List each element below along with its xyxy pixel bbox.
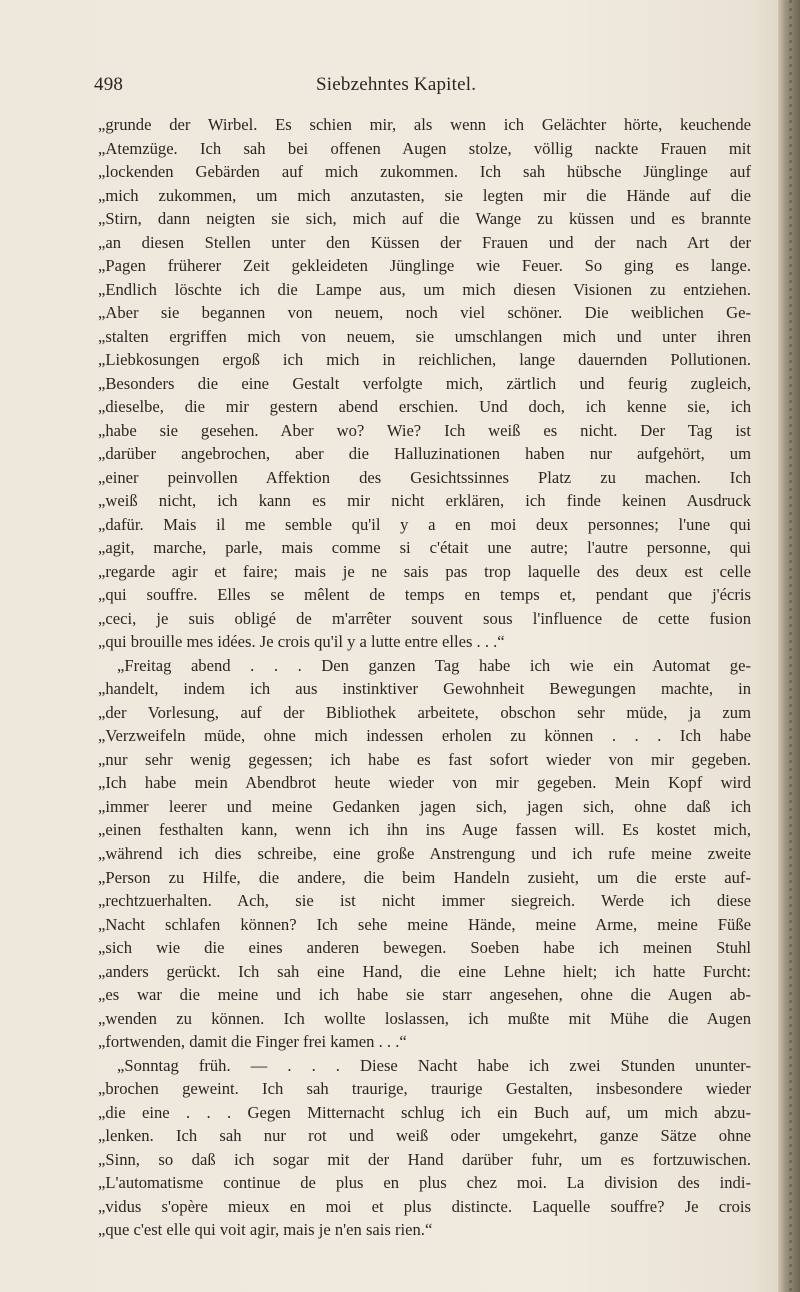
- text-line: „Liebkosungen ergoß ich mich in reichlichen, lange dauernden Pollutionen.: [98, 350, 751, 370]
- text-line: „qui brouille mes idées. Je crois qu'il y a lutte entre elles . . .“: [98, 632, 505, 652]
- text-line: „brochen geweint. Ich sah traurige, traurige Gestalten, insbesondere wieder: [98, 1079, 751, 1099]
- text-line: „Verzweifeln müde, ohne mich indessen erholen zu können . . . Ich habe: [98, 726, 751, 746]
- text-line: „Sinn, so daß ich sogar mit der Hand darüber fuhr, um es fortzuwischen.: [98, 1149, 751, 1169]
- text-line: „während ich dies schreibe, eine große Anstrengung und ich rufe meine zweite: [98, 843, 751, 863]
- text-line: „weiß nicht, ich kann es mir nicht erklären, ich finde keinen Ausdruck: [98, 491, 751, 511]
- text-line: „lenken. Ich sah nur rot und weiß oder umgekehrt, ganze Sätze ohne: [98, 1126, 751, 1146]
- text-line: „Pagen früherer Zeit gekleideten Jünglinge wie Feuer. So ging es lange.: [98, 256, 751, 276]
- text-line: „fortwenden, damit die Finger frei kamen . . .“: [98, 1032, 407, 1052]
- text-line: „agit, marche, parle, mais comme si c'était une autre; l'autre personne, qui: [98, 538, 751, 558]
- text-line: „mich zukommen, um mich anzutasten, sie legten mir die Hände auf die: [98, 185, 751, 205]
- text-line: „die eine . . . Gegen Mitternacht schlug ich ein Buch auf, um mich abzu-: [98, 1102, 751, 1122]
- text-line: „wenden zu können. Ich wollte loslassen, ich mußte mit Mühe die Augen: [98, 1008, 751, 1028]
- text-line: „an diesen Stellen unter den Küssen der Frauen und der nach Art der: [98, 232, 751, 252]
- text-line: „Atemzüge. Ich sah bei offenen Augen stolze, völlig nackte Frauen mit: [98, 138, 751, 158]
- text-line: „Nacht schlafen können? Ich sehe meine Hände, meine Arme, meine Füße: [98, 914, 751, 934]
- text-line: „stalten ergriffen mich von neuem, sie umschlangen mich und unter ihren: [98, 326, 751, 346]
- binding-stitch: [789, 0, 792, 1292]
- text-line: „immer leerer und meine Gedanken jagen sich, jagen sich, ohne daß ich: [98, 796, 751, 816]
- text-line: „regarde agir et faire; mais je ne sais pas trop laquelle des deux est celle: [98, 561, 751, 581]
- text-line: „L'automatisme continue de plus en plus chez moi. La division des indi-: [98, 1173, 751, 1193]
- text-line: „lockenden Gebärden auf mich zukommen. Ich sah hübsche Jünglinge auf: [98, 162, 751, 182]
- body-text: [98, 113, 751, 1242]
- text-line: „darüber angebrochen, aber die Halluzinationen haben nur aufgehört, um: [98, 444, 751, 464]
- text-line: „Stirn, dann neigten sie sich, mich auf die Wange zu küssen und es brannte: [98, 209, 751, 229]
- page-header: [94, 74, 744, 104]
- text-line: „es war die meine und ich habe sie starr angesehen, ohne die Augen ab-: [98, 985, 751, 1005]
- text-line: „habe sie gesehen. Aber wo? Wie? Ich weiß es nicht. Der Tag ist: [98, 420, 751, 440]
- text-line: „Person zu Hilfe, die andere, die beim Handeln zusieht, um die erste auf-: [98, 867, 751, 887]
- text-line: „Ich habe mein Abendbrot heute wieder von mir gegeben. Mein Kopf wird: [98, 773, 751, 793]
- text-line: „sich wie die eines anderen bewegen. Soeben habe ich meinen Stuhl: [98, 938, 751, 958]
- text-line: „der Vorlesung, auf der Bibliothek arbeitete, obschon sehr müde, ja zum: [98, 702, 751, 722]
- text-line: „Besonders die eine Gestalt verfolgte mich, zärtlich und feurig zugleich,: [98, 373, 751, 393]
- text-line: „Aber sie begannen von neuem, noch viel schöner. Die weiblichen Ge-: [98, 303, 751, 323]
- text-line: „Endlich löschte ich die Lampe aus, um mich diesen Visionen zu entziehen.: [98, 279, 751, 299]
- running-head: Siebzehntes Kapitel.: [316, 74, 477, 95]
- text-line: „dieselbe, die mir gestern abend erschien. Und doch, ich kenne sie, ich: [98, 397, 751, 417]
- text-line: „Freitag abend . . . Den ganzen Tag habe ich wie ein Automat ge-: [117, 655, 751, 675]
- text-line: „que c'est elle qui voit agir, mais je n'en sais rien.“: [98, 1220, 433, 1240]
- text-line: „einer peinvollen Affektion des Gesichtssinnes Platz zu machen. Ich: [98, 467, 751, 487]
- text-line: „rechtzuerhalten. Ach, sie ist nicht immer siegreich. Werde ich diese: [98, 891, 751, 911]
- text-line: „anders gerückt. Ich sah eine Hand, die eine Lehne hielt; ich hatte Furcht:: [98, 961, 751, 981]
- text-line: „dafür. Mais il me semble qu'il y a en moi deux personnes; l'une qui: [98, 514, 751, 534]
- text-line: „nur sehr wenig gegessen; ich habe es fast sofort wieder von mir gegeben.: [98, 749, 751, 769]
- text-line: „vidus s'opère mieux en moi et plus distincte. Laquelle souffre? Je crois: [98, 1196, 751, 1216]
- text-line: „ceci, je suis obligé de m'arrêter souvent sous l'influence de cette fusion: [98, 608, 751, 628]
- text-line: „handelt, indem ich aus instinktiver Gewohnheit Bewegungen machte, in: [98, 679, 751, 699]
- text-line: „einen festhalten kann, wenn ich ihn ins Auge fassen will. Es kostet mich,: [98, 820, 751, 840]
- text-line: „Sonntag früh. — . . . Diese Nacht habe ich zwei Stunden ununter-: [117, 1055, 751, 1075]
- page-number: 498: [94, 74, 124, 95]
- text-line: „grunde der Wirbel. Es schien mir, als wenn ich Gelächter hörte, keuchende: [98, 115, 751, 134]
- text-line: „qui souffre. Elles se mêlent de temps en temps et, pendant que j'écris: [98, 585, 751, 605]
